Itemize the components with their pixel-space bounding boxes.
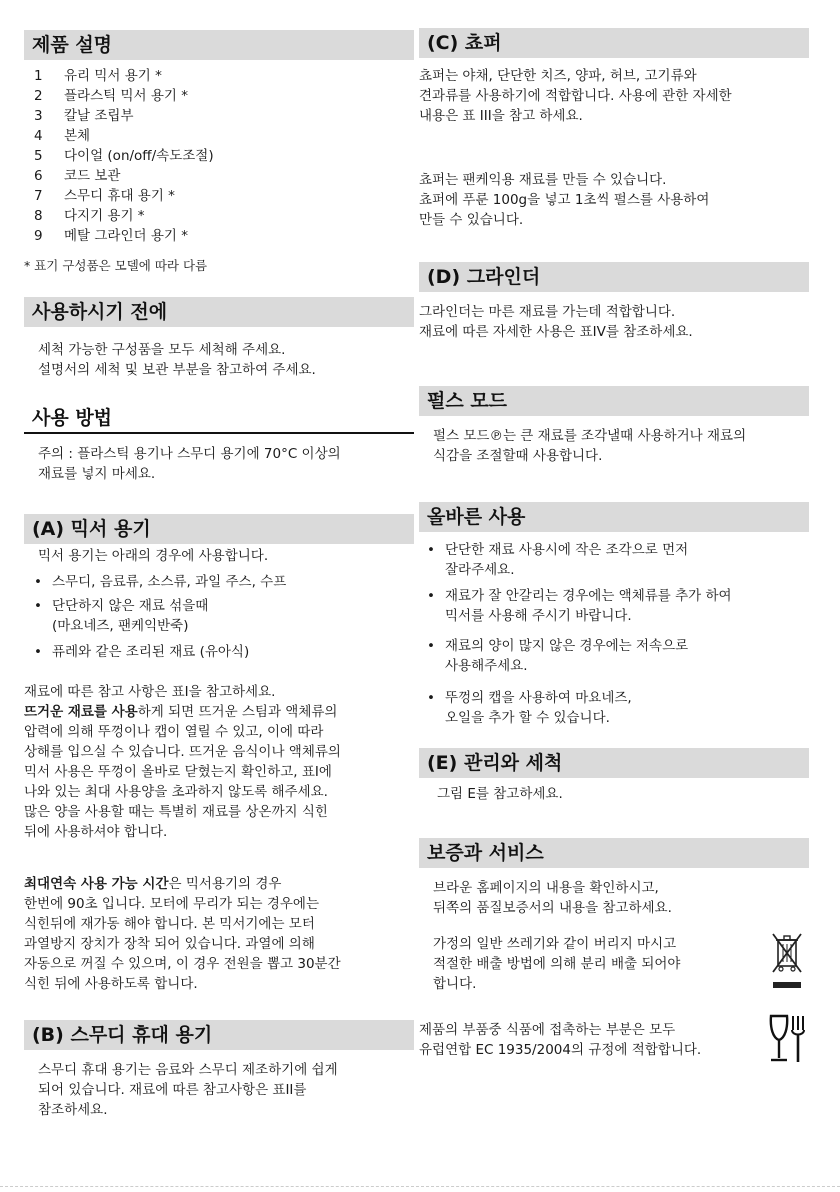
mixer-jug-heading: (A) 믹서 용기 (24, 514, 414, 544)
chopper-text-2: 쵸퍼는 팬케익용 재료를 만들 수 있습니다. 쵸퍼에 푸룬 100g을 넣고 1초씩 펄스를 사용하여 만들 수 있습니다. (419, 172, 710, 228)
parts-list (34, 66, 214, 246)
chopper-heading: (C) 쵸퍼 (419, 28, 809, 58)
food-contact-text: 제품의 부품중 식품에 접촉하는 부분은 모두 유럽연합 EC 1935/2004의 규정에 적합합니다. (419, 1022, 702, 1058)
list-item: 8 다지기 용기 * (34, 208, 145, 224)
list-item: 3 칼날 조립부 (34, 108, 134, 124)
glass-fork-icon (767, 1012, 811, 1066)
list-item: • 재료의 양이 많지 않은 경우에는 저속으로 사용해주세요. (423, 636, 732, 676)
model-footnote: * 표기 구성품은 모델에 따라 다름 (24, 258, 208, 273)
warranty-text: 브라운 홈페이지의 내용을 확인하시고, 뒤쪽의 품질보증서의 내용을 참고하세요. (433, 880, 672, 916)
list-item: • 뚜껑의 캡을 사용하여 마요네즈, 오일을 추가 할 수 있습니다. (423, 688, 732, 728)
smoothie-cup-text: 스무디 휴대 용기는 음료와 스무디 제조하기에 쉽게 되어 있습니다. 재료에 따른 참고사항은 표II를 참조하세요. (38, 1062, 338, 1118)
before-use-text: 세척 가능한 구성품을 모두 세척해 주세요. 설명서의 세척 및 보관 부분을 참고하여 주세요. (38, 342, 316, 378)
proper-use-heading: 올바른 사용 (419, 502, 809, 532)
mixer-uses-list (30, 572, 286, 662)
list-item: 9 메탈 그라인더 용기 * (34, 228, 188, 244)
mixer-max-runtime-text: 최대연속 사용 가능 시간은 믹서용기의 경우 한번에 90초 입니다. 모터에 무리가 되는 경우에는 식힌뒤에 재가동 해야 합니다. 본 믹서기에는 모터 과열방지 장치가 장착 되어 있습니다. 과열에 의해 자동으로 꺼질 수 있으며, 이 경우 전원을 뽑고 30분간 식힌 뒤에 사용하도록 합니다. (24, 876, 341, 992)
list-item: • 재료가 잘 안갈리는 경우에는 액체류를 추가 하여 믹서를 사용해 주시기 바랍니다. (423, 586, 732, 626)
grinder-heading: (D) 그라인더 (419, 262, 809, 292)
list-item: 4 본체 (34, 128, 91, 144)
smoothie-cup-heading: (B) 스무디 휴대 용기 (24, 1020, 414, 1050)
caution-text: 주의 : 플라스틱 용기나 스무디 용기에 70°C 이상의 재료를 넣지 마세요. (38, 446, 341, 482)
warranty-heading: 보증과 서비스 (419, 838, 809, 868)
proper-use-list (423, 540, 732, 728)
list-item: • 단단한 재료 사용시에 작은 조각으로 먼저 잘라주세요. (423, 540, 732, 580)
list-item: 7 스무디 휴대 용기 * (34, 188, 175, 204)
before-use-heading: 사용하시기 전에 (24, 297, 414, 327)
list-item: 2 플라스틱 믹서 용기 * (34, 88, 188, 104)
product-description-heading: 제품 설명 (24, 30, 414, 60)
care-cleaning-text: 그림 E를 참고하세요. (437, 786, 563, 802)
list-item: 6 코드 보관 (34, 168, 121, 184)
right-column (419, 0, 809, 1192)
page-bottom-rule (0, 1186, 840, 1187)
pulse-mode-heading: 펄스 모드 (419, 386, 809, 416)
list-item: • 스무디, 음료류, 소스류, 과일 주스, 수프 (30, 572, 286, 592)
mixer-hot-ingredients-text: 재료에 따른 참고 사항은 표I을 참고하세요. 뜨거운 재료를 사용하게 되면 뜨거운 스팀과 액체류의 압력에 의해 뚜껑이나 캡이 열릴 수 있고, 이에 따라 상해를 입으실 수 있습니다. 뜨거운 음식이나 액체류의 믹서 사용은 뚜껑이 올바로 닫혔는지 확인하고, 표I에 나와 있는 최대 사용양을 초과하지 않도록 해주세요. 많은 양을 사용할 때는 특별히 재료를 상온까지 식힌 뒤에 사용하셔야 합니다. (24, 684, 341, 840)
care-cleaning-heading: (E) 관리와 세척 (419, 748, 809, 778)
crossed-bin-icon (771, 932, 803, 992)
list-item: 1 유리 믹서 용기 * (34, 68, 162, 84)
disposal-text: 가정의 일반 쓰레기와 같이 버리지 마시고 적절한 배출 방법에 의해 분리 배출 되어야 합니다. (433, 936, 681, 992)
list-item: • 단단하지 않은 재료 섞을때 (마요네즈, 팬케익반죽) (30, 596, 286, 636)
left-column (24, 0, 414, 1192)
list-item: 5 다이얼 (on/off/속도조절) (34, 148, 214, 164)
list-item: • 퓨레와 같은 조리된 재료 (유아식) (30, 642, 286, 662)
pulse-mode-text: 펄스 모드℗는 큰 재료를 조각낼때 사용하거나 재료의 식감을 조절할때 사용합니다. (433, 428, 747, 464)
how-to-use-heading: 사용 방법 (24, 404, 414, 434)
chopper-text-1: 쵸퍼는 야채, 단단한 치즈, 양파, 허브, 고기류와 견과류를 사용하기에 적합합니다. 사용에 관한 자세한 내용은 표 III을 참고 하세요. (419, 68, 732, 124)
mixer-intro: 믹서 용기는 아래의 경우에 사용합니다. (38, 548, 269, 564)
grinder-text: 그라인더는 마른 재료를 가는데 적합합니다. 재료에 따른 자세한 사용은 표IV를 참조하세요. (419, 304, 693, 340)
